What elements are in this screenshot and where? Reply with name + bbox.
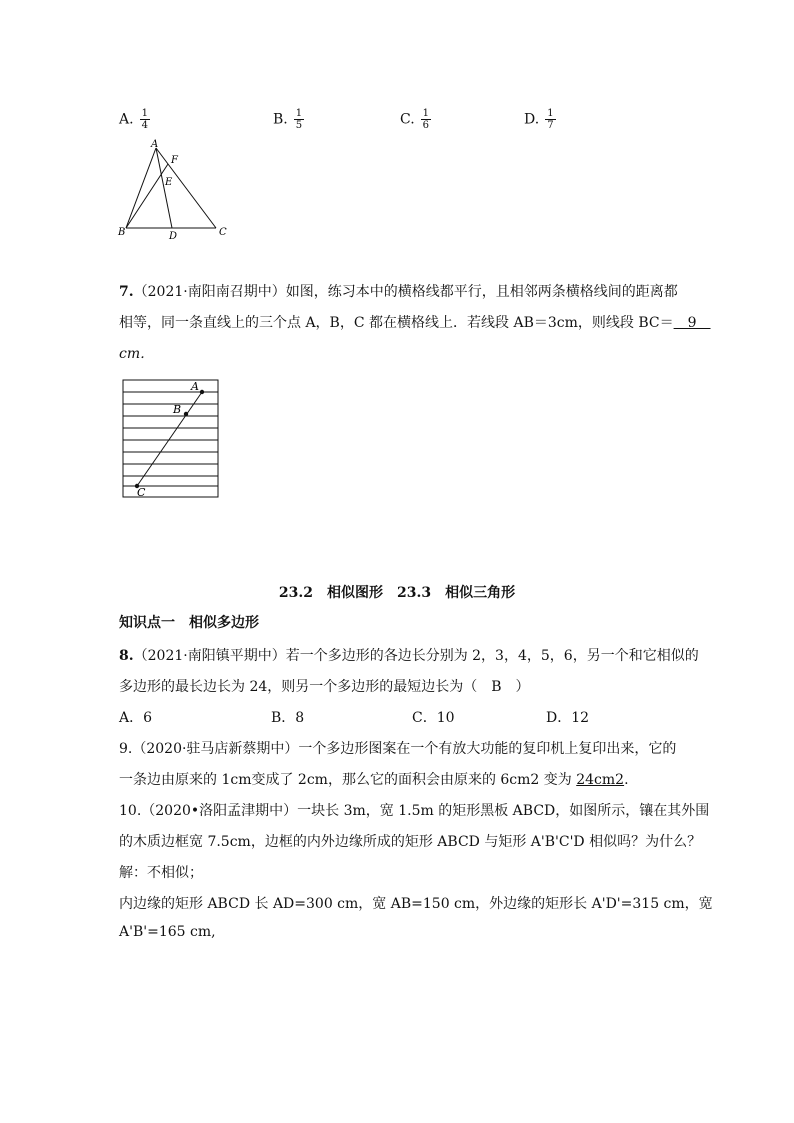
q7-line2 <box>119 312 711 332</box>
triangle-figure <box>112 136 238 244</box>
q8-option-d: D．12 <box>546 710 590 726</box>
option-letter: C. <box>400 111 415 128</box>
q9-line2: 一条边由原来的 1cm变成了 2cm，那么它的面积会由原来的 6cm2 变为 24cm2. <box>119 772 629 788</box>
option-letter: D. <box>524 111 540 128</box>
fraction: $\frac{1}{6}$ <box>422 108 430 131</box>
question-number: 8. <box>119 648 134 664</box>
q10-line5: A'B'=165 cm, <box>119 924 216 940</box>
question-number: 7. <box>119 284 134 300</box>
q10-line1: 10.（2020•洛阳孟津期中）一块长 3m，宽 1.5m 的矩形黑板 ABCD，如图所示，镶在其外围 <box>119 803 710 819</box>
knowledge-point-heading: 知识点一 相似多边形 <box>119 615 259 631</box>
q8-option-b: B．8 <box>271 710 305 726</box>
segment-ab <box>126 148 156 228</box>
segment-ac <box>156 148 216 228</box>
segment-ad <box>156 148 172 228</box>
label-c: C <box>137 486 146 499</box>
notebook-figure <box>118 374 226 502</box>
label-e: E <box>165 177 173 188</box>
label-a: A <box>191 380 199 393</box>
q8-line2: 多边形的最长边长为 24，则另一个多边形的最短边长为（ B ） <box>119 679 530 695</box>
question-text: （2021·南阳镇平期中）若一个多边形的各边长分别为 2，3，4，5，6，另一个和它相似的 <box>133 648 699 664</box>
q8-line1 <box>119 645 699 665</box>
section-title: 23.2 相似图形 23.3 相似三角形 <box>278 585 516 601</box>
point-b <box>184 412 188 416</box>
label-a: A <box>151 139 159 150</box>
notebook-frame <box>123 380 218 497</box>
label-d: D <box>169 231 178 242</box>
fraction: $\frac{1}{7}$ <box>547 108 554 131</box>
question-text: 一条边由原来的 1cm变成了 2cm，那么它的面积会由原来的 6cm2 变为 <box>119 772 577 788</box>
answer-blank: 24cm2 <box>576 772 625 788</box>
question-text: 相等，同一条直线上的三个点 A，B，C 都在横格线上．若线段 AB＝3cm，则线段 BC＝ <box>119 315 674 331</box>
q7-line3: cm． <box>119 346 155 362</box>
segment-bf <box>126 164 168 228</box>
option-letter: A. <box>119 111 134 128</box>
option-letter: B. <box>273 111 288 128</box>
fraction: $\frac{1}{4}$ <box>141 108 148 131</box>
q6-option-c <box>400 108 431 131</box>
fraction: $\frac{1}{5}$ <box>295 108 303 131</box>
point-a <box>200 390 204 394</box>
q6-option-a <box>119 108 150 131</box>
q8-option-c: C．10 <box>412 710 455 726</box>
label-b: B <box>173 403 182 416</box>
question-text: （2021·南阳南召期中）如图，练习本中的横格线都平行，且相邻两条横格线间的距离都 <box>133 284 678 300</box>
label-b: B <box>118 227 126 238</box>
q6-option-b <box>273 108 304 131</box>
answer-blank: 9 <box>673 315 711 331</box>
q9-line1: 9.（2020·驻马店新蔡期中）一个多边形图案在一个有放大功能的复印机上复印出来，它的 <box>119 741 677 757</box>
q10-line4: 内边缘的矩形 ABCD 长 AD=300 cm，宽 AB=150 cm，外边缘的矩形长 A'D'=315 cm，宽 <box>119 896 713 912</box>
line-abc <box>137 392 202 486</box>
q6-option-d <box>524 108 556 131</box>
q8-option-a: A．6 <box>119 710 153 726</box>
q10-solution-label: 解：不相似； <box>119 865 203 881</box>
label-c: C <box>219 227 227 238</box>
q7-line1 <box>119 281 678 301</box>
label-f: F <box>171 155 178 166</box>
q10-line2: 的木质边框宽 7.5cm，边框的内外边缘所成的矩形 ABCD 与矩形 A'B'C'D 相似吗？为什么？ <box>119 834 702 850</box>
